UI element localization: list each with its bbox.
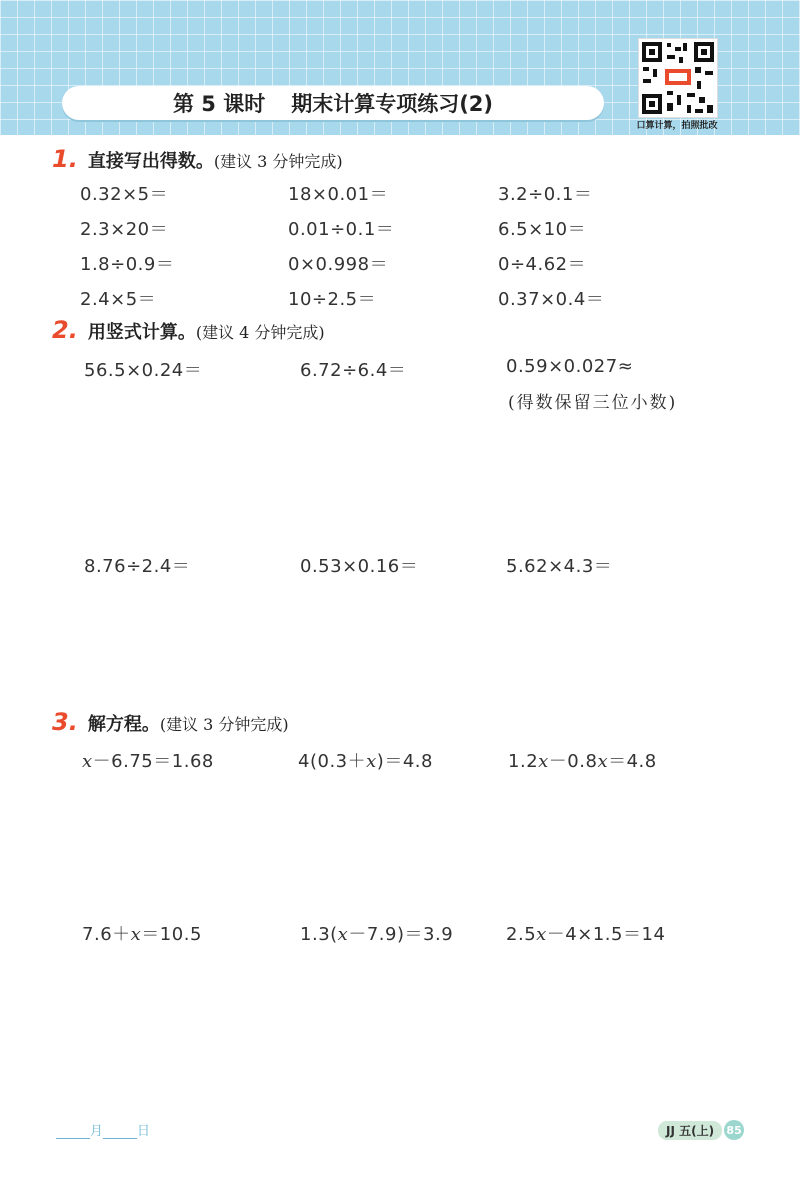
problem-1-2: 18×0.01＝ <box>288 184 389 205</box>
problem-1-6: 6.5×10＝ <box>498 219 587 240</box>
date-field <box>56 1120 150 1139</box>
rounding-note: (得数保留三位小数) <box>508 393 678 413</box>
problem-1-11: 10÷2.5＝ <box>288 289 377 310</box>
qr-code-icon[interactable] <box>638 38 718 118</box>
problem-1-5: 0.01÷0.1＝ <box>288 219 395 240</box>
day-label: 日 <box>137 1124 151 1139</box>
problem-2-2: 6.72÷6.4＝ <box>300 360 407 381</box>
title-text: 期末计算专项练习(2) <box>291 92 494 116</box>
section-3-heading <box>52 708 289 736</box>
problem-1-4: 2.3×20＝ <box>80 219 169 240</box>
page-title <box>62 86 604 120</box>
book-badge <box>658 1120 744 1140</box>
month-label: 月 <box>90 1124 104 1139</box>
problem-2-3: 0.59×0.027≈ <box>506 356 634 377</box>
problem-1-3: 3.2÷0.1＝ <box>498 184 593 205</box>
section-title: 解方程。 <box>87 714 160 735</box>
section-number: 2. <box>52 316 78 344</box>
problem-2-1: 56.5×0.24＝ <box>84 360 203 381</box>
problem-1-12: 0.37×0.4＝ <box>498 289 605 310</box>
page-number: 85 <box>724 1120 744 1140</box>
equation-3-5: 1.3(x－7.9)＝3.9 <box>300 924 454 945</box>
problem-1-8: 0×0.998＝ <box>288 254 389 275</box>
equation-3-6: 2.5x－4×1.5＝14 <box>506 924 666 945</box>
equation-3-3: 1.2x－0.8x＝4.8 <box>508 751 657 772</box>
book-label: JJ 五(上) <box>658 1121 722 1140</box>
day-blank[interactable] <box>103 1124 137 1139</box>
section-hint: (建议 3 分钟完成) <box>159 715 289 734</box>
section-number: 1. <box>52 145 78 173</box>
problem-2-5: 0.53×0.16＝ <box>300 556 419 577</box>
problem-1-1: 0.32×5＝ <box>80 184 169 205</box>
section-2-heading <box>52 316 325 344</box>
problem-1-7: 1.8÷0.9＝ <box>80 254 175 275</box>
equation-3-4: 7.6＋x＝10.5 <box>82 924 202 945</box>
section-title: 用竖式计算。 <box>87 322 196 343</box>
lesson-label: 第 5 课时 <box>172 92 266 116</box>
equation-3-2: 4(0.3＋x)＝4.8 <box>298 751 433 772</box>
problem-2-4: 8.76÷2.4＝ <box>84 556 191 577</box>
section-number: 3. <box>52 708 78 736</box>
problem-2-6: 5.62×4.3＝ <box>506 556 613 577</box>
equation-3-1: x－6.75＝1.68 <box>82 751 214 772</box>
section-hint: (建议 4 分钟完成) <box>195 323 325 342</box>
qr-caption: 口算计算，拍照批改 <box>636 121 718 131</box>
month-blank[interactable] <box>56 1124 90 1139</box>
section-hint: (建议 3 分钟完成) <box>213 152 343 171</box>
header-band <box>0 0 800 135</box>
problem-1-9: 0÷4.62＝ <box>498 254 587 275</box>
section-title: 直接写出得数。 <box>87 151 214 172</box>
section-1-heading <box>52 145 343 173</box>
problem-1-10: 2.4×5＝ <box>80 289 157 310</box>
